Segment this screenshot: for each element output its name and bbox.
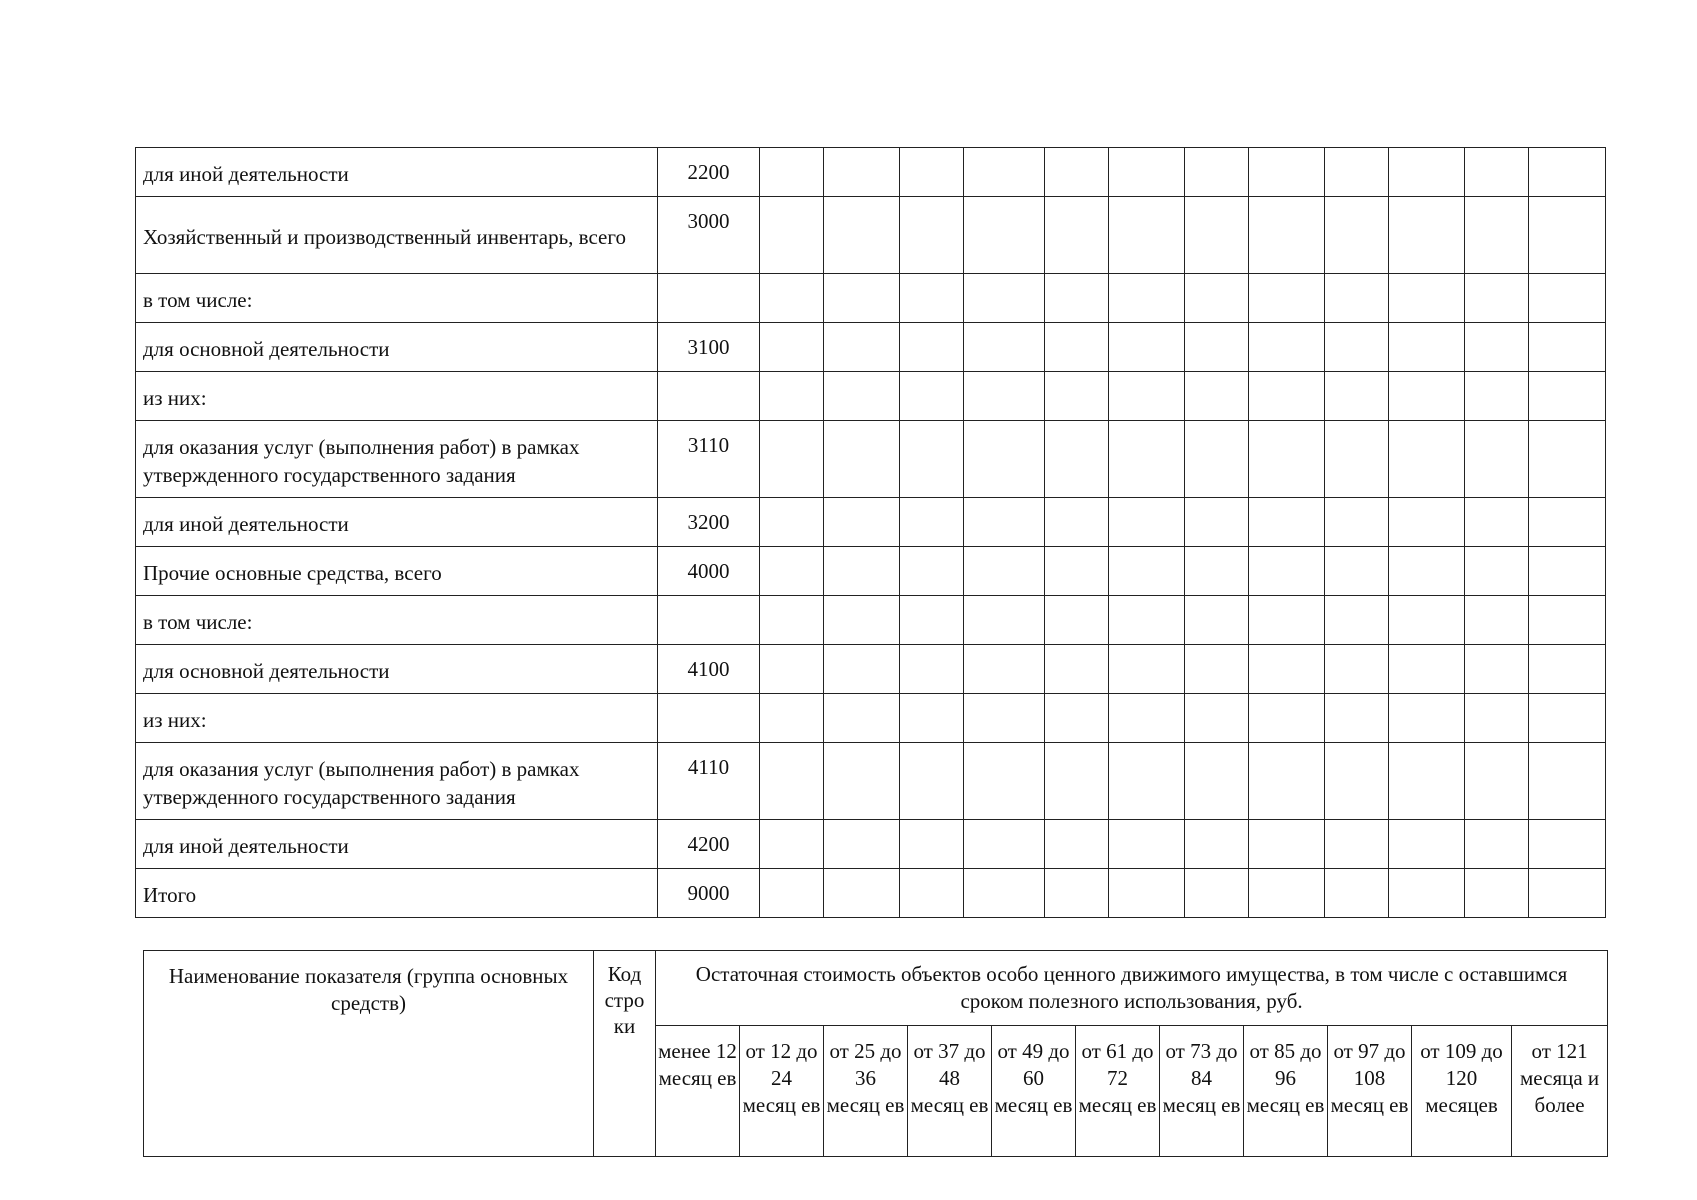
value-cell	[1529, 498, 1606, 547]
row-name: для оказания услуг (выполнения работ) в рамках утвержденного государственного задания	[136, 743, 658, 820]
value-cell	[760, 694, 824, 743]
row-name: из них:	[136, 694, 658, 743]
value-cell	[1109, 645, 1185, 694]
value-cell	[1389, 743, 1465, 820]
row-name: для оказания услуг (выполнения работ) в рамках утвержденного государственного задания	[136, 421, 658, 498]
value-cell	[1465, 645, 1529, 694]
row-code: 3000	[658, 197, 760, 274]
value-cell	[1109, 694, 1185, 743]
value-cell	[900, 596, 964, 645]
row-name: для основной деятельности	[136, 645, 658, 694]
value-cell	[1045, 498, 1109, 547]
value-cell	[1185, 498, 1249, 547]
value-cell	[824, 274, 900, 323]
value-cell	[1389, 694, 1465, 743]
table-row	[136, 596, 1606, 645]
value-cell	[1109, 372, 1185, 421]
value-cell	[1465, 148, 1529, 197]
value-cell	[1249, 743, 1325, 820]
value-cell	[760, 323, 824, 372]
value-cell	[1249, 498, 1325, 547]
value-cell	[1465, 596, 1529, 645]
table-row	[136, 547, 1606, 596]
value-cell	[1045, 274, 1109, 323]
table-row	[136, 498, 1606, 547]
value-cell	[1389, 596, 1465, 645]
value-cell	[1109, 547, 1185, 596]
value-cell	[964, 148, 1045, 197]
header-period-column: от 12 до 24 месяц ев	[740, 1026, 824, 1157]
value-cell	[1109, 197, 1185, 274]
value-cell	[1045, 869, 1109, 918]
value-cell	[760, 148, 824, 197]
value-cell	[824, 323, 900, 372]
row-name: для иной деятельности	[136, 498, 658, 547]
value-cell	[1185, 148, 1249, 197]
value-cell	[1325, 421, 1389, 498]
value-cell	[1249, 323, 1325, 372]
value-cell	[1249, 869, 1325, 918]
value-cell	[1045, 372, 1109, 421]
row-code: 3110	[658, 421, 760, 498]
value-cell	[824, 547, 900, 596]
value-cell	[964, 596, 1045, 645]
value-cell	[964, 197, 1045, 274]
value-cell	[1529, 547, 1606, 596]
value-cell	[760, 421, 824, 498]
table-row	[136, 645, 1606, 694]
value-cell	[1325, 372, 1389, 421]
value-cell	[900, 148, 964, 197]
header-period-column: от 25 до 36 месяц ев	[824, 1026, 908, 1157]
value-cell	[964, 274, 1045, 323]
header-period-column: от 37 до 48 месяц ев	[908, 1026, 992, 1157]
value-cell	[1465, 498, 1529, 547]
table-row	[136, 148, 1606, 197]
value-cell	[1045, 148, 1109, 197]
value-cell	[1325, 323, 1389, 372]
value-cell	[824, 197, 900, 274]
value-cell	[900, 372, 964, 421]
value-cell	[1109, 323, 1185, 372]
value-cell	[1185, 274, 1249, 323]
value-cell	[1465, 274, 1529, 323]
row-code: 3100	[658, 323, 760, 372]
value-cell	[1045, 421, 1109, 498]
value-cell	[1389, 274, 1465, 323]
value-cell	[1389, 372, 1465, 421]
row-name: Итого	[136, 869, 658, 918]
value-cell	[1389, 148, 1465, 197]
row-code: 2200	[658, 148, 760, 197]
value-cell	[1529, 869, 1606, 918]
header-period-column: от 121 месяца и более	[1512, 1026, 1608, 1157]
value-cell	[964, 547, 1045, 596]
value-cell	[1325, 645, 1389, 694]
value-cell	[1529, 323, 1606, 372]
value-cell	[1389, 498, 1465, 547]
value-cell	[760, 743, 824, 820]
value-cell	[900, 274, 964, 323]
header-period-column: от 61 до 72 месяц ев	[1076, 1026, 1160, 1157]
value-cell	[1185, 869, 1249, 918]
value-cell	[1325, 743, 1389, 820]
value-cell	[1249, 694, 1325, 743]
value-cell	[1045, 197, 1109, 274]
table-row	[136, 372, 1606, 421]
value-cell	[1185, 421, 1249, 498]
value-cell	[824, 596, 900, 645]
value-cell	[1389, 197, 1465, 274]
value-cell	[964, 820, 1045, 869]
value-cell	[1249, 372, 1325, 421]
value-cell	[1249, 148, 1325, 197]
value-cell	[824, 645, 900, 694]
row-code: 4100	[658, 645, 760, 694]
value-cell	[1185, 372, 1249, 421]
value-cell	[1249, 547, 1325, 596]
upper-table	[135, 147, 1606, 918]
header-period-column: от 109 до 120 месяцев	[1412, 1026, 1512, 1157]
row-code	[658, 372, 760, 421]
value-cell	[964, 498, 1045, 547]
value-cell	[1325, 596, 1389, 645]
value-cell	[964, 372, 1045, 421]
value-cell	[1389, 421, 1465, 498]
row-name: для основной деятельности	[136, 323, 658, 372]
value-cell	[824, 743, 900, 820]
value-cell	[1325, 869, 1389, 918]
value-cell	[1325, 498, 1389, 547]
value-cell	[1109, 869, 1185, 918]
value-cell	[760, 197, 824, 274]
table-row	[136, 743, 1606, 820]
value-cell	[1045, 547, 1109, 596]
value-cell	[1249, 274, 1325, 323]
value-cell	[1109, 148, 1185, 197]
value-cell	[1045, 694, 1109, 743]
value-cell	[1185, 743, 1249, 820]
value-cell	[1249, 820, 1325, 869]
value-cell	[1325, 197, 1389, 274]
value-cell	[1389, 645, 1465, 694]
value-cell	[1465, 743, 1529, 820]
value-cell	[1529, 274, 1606, 323]
value-cell	[1389, 323, 1465, 372]
value-cell	[1045, 820, 1109, 869]
value-cell	[964, 743, 1045, 820]
header-indicator-name: Наименование показателя (группа основных средств)	[144, 951, 594, 1157]
value-cell	[900, 197, 964, 274]
value-cell	[1185, 820, 1249, 869]
value-cell	[900, 820, 964, 869]
value-cell	[1529, 372, 1606, 421]
value-cell	[1529, 148, 1606, 197]
header-period-column: от 97 до 108 месяц ев	[1328, 1026, 1412, 1157]
value-cell	[1109, 421, 1185, 498]
row-code: 4200	[658, 820, 760, 869]
value-cell	[1465, 820, 1529, 869]
header-period-column: от 85 до 96 месяц ев	[1244, 1026, 1328, 1157]
value-cell	[1529, 820, 1606, 869]
row-name: для иной деятельности	[136, 820, 658, 869]
value-cell	[1325, 820, 1389, 869]
value-cell	[1529, 694, 1606, 743]
value-cell	[1045, 645, 1109, 694]
value-cell	[760, 372, 824, 421]
value-cell	[900, 743, 964, 820]
header-row-code: Код стро ки	[594, 951, 656, 1157]
value-cell	[1109, 596, 1185, 645]
row-name: Прочие основные средства, всего	[136, 547, 658, 596]
value-cell	[760, 820, 824, 869]
value-cell	[1109, 743, 1185, 820]
row-name: в том числе:	[136, 596, 658, 645]
value-cell	[760, 274, 824, 323]
row-code	[658, 274, 760, 323]
value-cell	[1249, 596, 1325, 645]
value-cell	[824, 869, 900, 918]
value-cell	[1185, 323, 1249, 372]
value-cell	[1109, 274, 1185, 323]
value-cell	[964, 323, 1045, 372]
value-cell	[824, 372, 900, 421]
value-cell	[1529, 421, 1606, 498]
value-cell	[760, 645, 824, 694]
value-cell	[1529, 743, 1606, 820]
lower-table-header	[143, 950, 1608, 1157]
value-cell	[1325, 694, 1389, 743]
table-row	[136, 323, 1606, 372]
value-cell	[1529, 645, 1606, 694]
row-code: 4110	[658, 743, 760, 820]
value-cell	[824, 820, 900, 869]
value-cell	[900, 498, 964, 547]
header-period-column: менее 12 месяц ев	[656, 1026, 740, 1157]
value-cell	[824, 421, 900, 498]
table-row	[136, 421, 1606, 498]
value-cell	[1249, 197, 1325, 274]
value-cell	[1249, 421, 1325, 498]
value-cell	[1185, 645, 1249, 694]
table-row	[136, 869, 1606, 918]
row-name: для иной деятельности	[136, 148, 658, 197]
row-name: из них:	[136, 372, 658, 421]
row-code	[658, 694, 760, 743]
value-cell	[1185, 197, 1249, 274]
value-cell	[1185, 596, 1249, 645]
table-row	[136, 197, 1606, 274]
row-code: 4000	[658, 547, 760, 596]
value-cell	[1185, 547, 1249, 596]
header-residual-value-group: Остаточная стоимость объектов особо ценного движимого имущества, в том числе с оставшимся сроком полезного использования, руб.	[656, 951, 1608, 1026]
value-cell	[760, 869, 824, 918]
value-cell	[964, 645, 1045, 694]
value-cell	[760, 596, 824, 645]
table-row	[136, 820, 1606, 869]
value-cell	[1389, 820, 1465, 869]
value-cell	[1465, 372, 1529, 421]
value-cell	[1389, 869, 1465, 918]
value-cell	[900, 323, 964, 372]
table-row	[136, 694, 1606, 743]
row-name: Хозяйственный и производственный инвентарь, всего	[136, 197, 658, 274]
value-cell	[1465, 197, 1529, 274]
value-cell	[824, 694, 900, 743]
value-cell	[900, 547, 964, 596]
value-cell	[824, 498, 900, 547]
value-cell	[1185, 694, 1249, 743]
value-cell	[900, 869, 964, 918]
value-cell	[1389, 547, 1465, 596]
row-code: 3200	[658, 498, 760, 547]
row-code	[658, 596, 760, 645]
upper-table-body	[136, 148, 1606, 918]
value-cell	[1465, 694, 1529, 743]
row-code: 9000	[658, 869, 760, 918]
value-cell	[760, 547, 824, 596]
value-cell	[1249, 645, 1325, 694]
row-name: в том числе:	[136, 274, 658, 323]
value-cell	[900, 645, 964, 694]
value-cell	[1109, 820, 1185, 869]
value-cell	[1325, 148, 1389, 197]
value-cell	[1465, 547, 1529, 596]
value-cell	[1325, 547, 1389, 596]
value-cell	[1109, 498, 1185, 547]
value-cell	[1325, 274, 1389, 323]
value-cell	[1465, 323, 1529, 372]
value-cell	[1529, 596, 1606, 645]
value-cell	[1465, 421, 1529, 498]
table-row	[136, 274, 1606, 323]
header-period-column: от 73 до 84 месяц ев	[1160, 1026, 1244, 1157]
value-cell	[1529, 197, 1606, 274]
value-cell	[964, 869, 1045, 918]
value-cell	[1045, 596, 1109, 645]
value-cell	[964, 421, 1045, 498]
value-cell	[964, 694, 1045, 743]
value-cell	[1045, 743, 1109, 820]
header-period-column: от 49 до 60 месяц ев	[992, 1026, 1076, 1157]
value-cell	[824, 148, 900, 197]
value-cell	[900, 694, 964, 743]
value-cell	[900, 421, 964, 498]
value-cell	[1465, 869, 1529, 918]
value-cell	[1045, 323, 1109, 372]
value-cell	[760, 498, 824, 547]
